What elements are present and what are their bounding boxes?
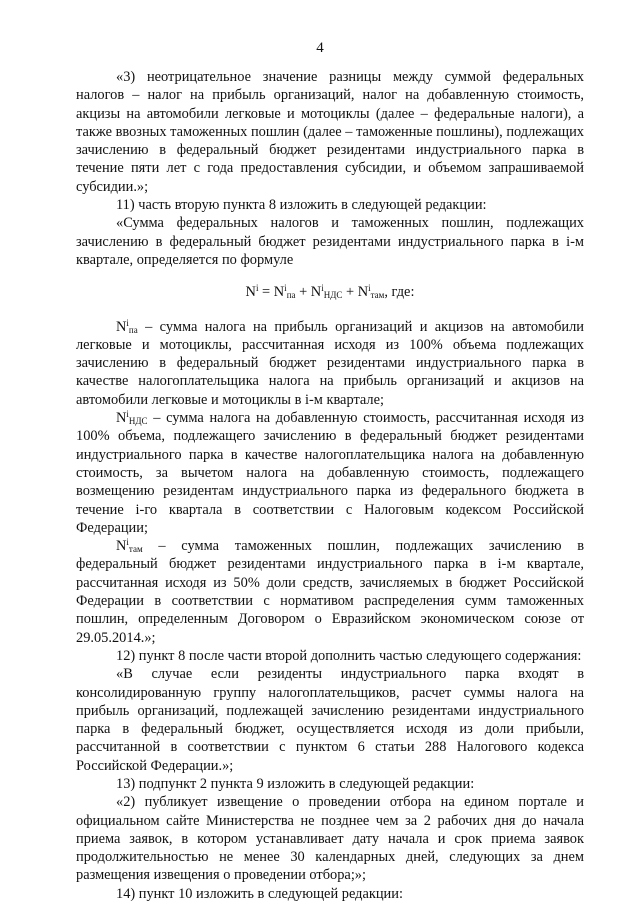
paragraph-item-3: «3) неотрицательное значение разницы между суммой федеральных налогов – налог на прибыль организаций, налог на добавленную стоимость, акцизы на автомобили легковые и мотоциклы (далее – федеральные налоги), а также ввозных таможенных пошлин (далее – таможенные пошлины), подлежащих зачислению в федеральный бюджет резидентами индустриального парка в течение пяти лет с года предоставления субсидии, и объемом запрашиваемой субсидии.»; [76,69,584,195]
document-body [76,68,584,903]
paragraph-amendment-14: 14) пункт 10 изложить в следующей редакции: [116,885,403,902]
paragraph-amendment-13: 13) подпункт 2 пункта 9 изложить в следующей редакции: [116,775,475,792]
paragraph-amendment-11: 11) часть вторую пункта 8 изложить в следующей редакции: [116,197,487,214]
definition-ntam: $N^i_{там}$ – сумма таможенных пошлин, подлежащих зачислению в федеральный бюджет резидентами индустриального парка в i-м квартале, рассчитанная исходя из 50% доли средств, зачисляемых в бюджет Российской Федерации в соответствии с нормативом распределения сумм таможенных пошлин, определенным Договором о Евразийском экономическом союзе от 29.05.2014.»; [76,537,584,646]
paragraph-amendment-12: 12) пункт 8 после части второй дополнить частью следующего содержания: [116,647,582,664]
page-number: 4 [316,40,324,56]
paragraph-formula-intro: «Сумма федеральных налогов и таможенных пошлин, подлежащих зачислению в федеральный бюджет резидентами индустриального парка в i-м квартале, определяется по формуле [76,215,584,268]
paragraph-notice-publication: «2) публикует извещение о проведении отбора на едином портале и официальном сайте Министерства не позднее чем за 2 рабочих дня до начала приема заявок, в котором устанавливает дату начала и срок приема заявок продолжительностью не менее 30 календарных дней, следующих за днем размещения извещения о проведении отбора;»; [76,794,584,884]
paragraph-consolidated-group: «В случае если резиденты индустриального парка входят в консолидированную группу налогоплательщиков, расчет суммы налога на прибыль организаций, подлежащей зачислению резидентами индустриального парка в федеральный бюджет, осуществляется исходя из доли прибыли, рассчитанной в соответствии с пунктом 6 статьи 288 Налогового кодекса Российской Федерации.»; [76,666,584,774]
formula: $N^i = N^i_{па} + N^i_{НДС} + N^i_{там}$, где: [245,283,415,301]
definition-npa: $N^i_{па}$ – сумма налога на прибыль организаций и акцизов на автомобили легковые и мотоциклы, рассчитанная исходя из 100% объема подлежащих зачислению в федеральный бюджет резидентами индустриального парка в качестве налогоплательщика налога на прибыль организаций и акцизов на автомобили легковые и мотоциклы в i-м квартале; [76,317,584,408]
definition-nnds: $N^i_{НДС}$ – сумма налога на добавленную стоимость, рассчитанная исходя из 100% объема, подлежащего зачислению в федеральный бюджет резидентами индустриального парка в качестве налогоплательщика налога на добавленную стоимость, за вычетом налога на добавленную стоимость, подлежащего возмещению резидентам индустриального парка из федерального бюджета в течение i-го квартала в соответствии с Налоговым кодексом Российской Федерации; [76,409,584,536]
